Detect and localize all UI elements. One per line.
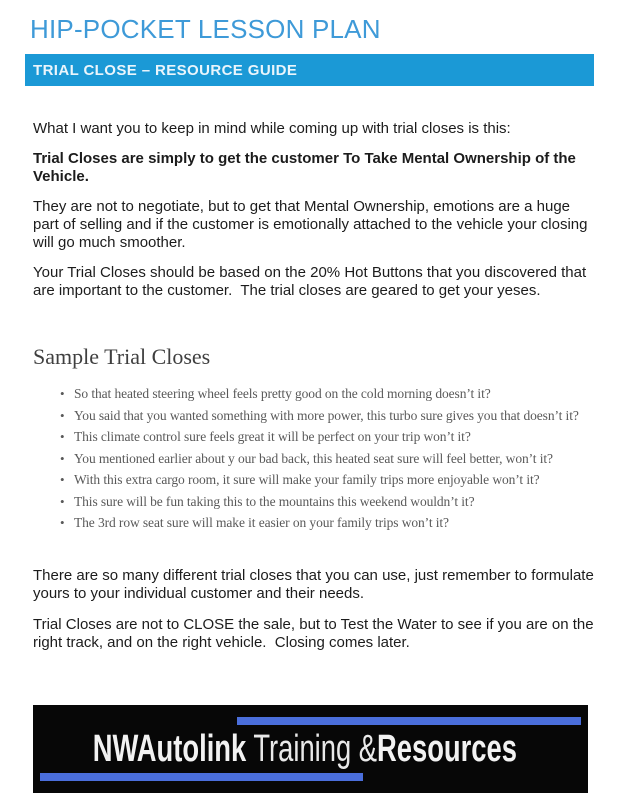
list-item: • This climate control sure feels great it will be perfect on your trip won’t it? [60,426,595,448]
list-item: • This sure will be fun taking this to the mountains this weekend wouldn’t it? [60,491,595,513]
section-banner [25,54,594,86]
logo-wordmark-bold-1: NWAutolink [92,727,247,770]
list-item: • You said that you wanted something with more power, this turbo sure gives you that doesn’t it? [60,405,595,427]
intro-paragraph-4: Your Trial Closes should be based on the 20% Hot Buttons that you discovered that are important to the customer. The trial closes are geared to get your yeses. [33,264,591,299]
outro-paragraph-2: Trial Closes are not to CLOSE the sale, but to Test the Water to see if you are on the right track, and on the right vehicle. Closing comes later. [33,615,598,651]
section-banner-label: TRIAL CLOSE – RESOURCE GUIDE [33,61,298,79]
sample-trial-closes-heading: Sample Trial Closes [33,344,211,369]
list-item: • So that heated steering wheel feels pretty good on the cold morning doesn’t it? [60,383,595,405]
logo-wordmark [93,728,517,771]
intro-paragraph-1: What I want you to keep in mind while coming up with trial closes is this: [33,120,511,137]
trial-closes-list [33,383,595,534]
nwautolink-logo [33,705,588,793]
logo-bottom-blue-bar [40,773,363,781]
outro-paragraph-1: There are so many different trial closes that you can use, just remember to formulate yours to your individual customer and their needs. [33,566,598,602]
intro-paragraph-2-bold: Trial Closes are simply to get the customer To Take Mental Ownership of the Vehicle. [33,150,581,185]
logo-wordmark-bold-2: Resources [376,727,517,770]
list-item: • You mentioned earlier about y our bad back, this heated seat sure will feel better, won’t it? [60,448,595,470]
page-title: HIP-POCKET LESSON PLAN [30,14,381,44]
list-item: • The 3rd row seat sure will make it easier on your family trips won’t it? [60,512,595,534]
document-body [0,86,619,652]
list-item: • With this extra cargo room, it sure will make your family trips more enjoyable won’t it? [60,469,595,491]
logo-wordmark-regular: Training & [246,727,377,770]
intro-paragraph-3: They are not to negotiate, but to get that Mental Ownership, emotions are a huge part of selling and if the customer is emotionally attached to the vehicle your closing will go much smoother. [33,198,592,251]
